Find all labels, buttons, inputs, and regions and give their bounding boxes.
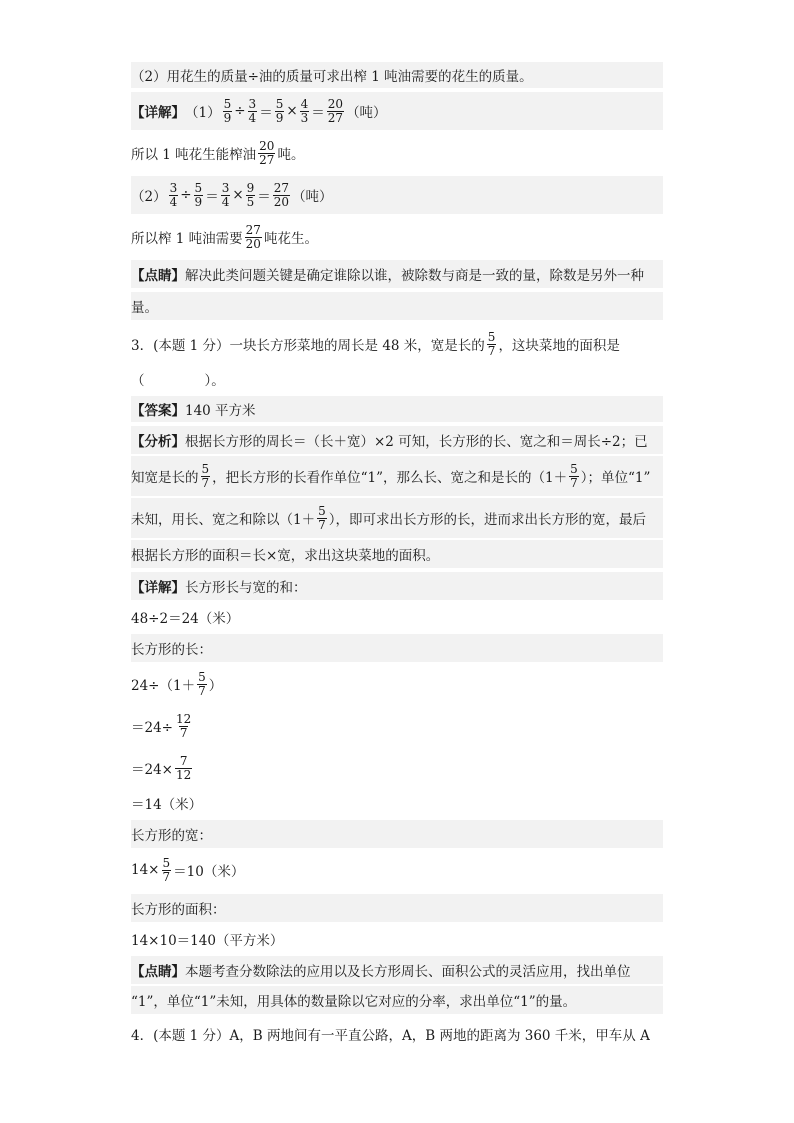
question-text: 4．(本题 1 分）A，B 两地间有一平直公路，A，B 两地的距离为 360 千米，甲车从 A	[131, 1028, 650, 1044]
detail-tag: 【详解】	[131, 105, 185, 121]
op: ×	[232, 187, 244, 203]
detail-line-1	[131, 92, 663, 130]
fraction: $\frac{20}{27}$	[259, 138, 275, 167]
question-4-line-1	[131, 1020, 663, 1048]
question-text: 3．(本题 1 分）一块长方形菜地的周长是 48 米，宽是长的	[131, 338, 485, 354]
text: 根据长方形的面积＝长×宽，求出这块菜地的面积。	[131, 548, 440, 564]
step-line	[131, 894, 663, 922]
text: 吨花生。	[263, 231, 318, 247]
detail-q3-line-1	[131, 572, 663, 600]
text: ）	[208, 678, 223, 694]
detail-line-2	[131, 134, 663, 172]
text: 所以榨 1 吨油需要	[131, 231, 243, 247]
step-line	[131, 850, 663, 890]
fraction: $\frac{20}{27}$	[327, 96, 344, 125]
text: 长方形的面积：	[131, 902, 226, 918]
op: ＝	[311, 105, 325, 121]
fraction: $\frac{27}{20}$	[245, 222, 261, 251]
comment-q3-line-1	[131, 956, 663, 984]
detail-line-4	[131, 218, 663, 256]
question-text: ，这块菜地的面积是	[498, 338, 620, 354]
text: 未知，用长、宽之和除以（1＋	[131, 512, 316, 528]
text: （1）	[185, 105, 221, 121]
text: 长方形长与宽的和：	[185, 580, 307, 596]
text: ＝24×	[131, 762, 173, 778]
text: 14×10＝140（平方米）	[131, 933, 284, 949]
step-line	[131, 748, 663, 788]
detail-line-3	[131, 176, 663, 214]
text: ，把长方形的长看作单位“1”，那么长、宽之和是长的（1＋	[212, 470, 568, 486]
text: （	[131, 373, 145, 389]
answer-line	[131, 396, 663, 422]
text: ）；单位“1”	[580, 470, 651, 486]
analysis-line-4	[131, 540, 663, 568]
op: ＝	[257, 189, 271, 205]
fraction: $\frac{3}{4}$	[169, 180, 178, 209]
fraction: $\frac{4}{3}$	[300, 96, 309, 125]
step-line	[131, 634, 663, 662]
text: ）。	[204, 373, 225, 389]
comment-tag: 【点睛】	[131, 964, 185, 980]
step-line	[131, 706, 663, 746]
text: ＝24÷	[131, 720, 173, 736]
op: ＝	[205, 189, 219, 205]
fraction: $\frac{27}{20}$	[273, 180, 290, 209]
detail-tag: 【详解】	[131, 580, 185, 596]
unit: （吨）	[346, 105, 387, 121]
text: ＝14（米）	[131, 797, 203, 813]
comment-line-1	[131, 260, 663, 288]
text: 知宽是长的	[131, 470, 199, 486]
analysis-tag: 【分析】	[131, 434, 185, 450]
fraction: $\frac{5}{7}$	[570, 461, 578, 490]
analysis-line-2	[131, 456, 663, 496]
text: 所以 1 吨花生能榨油	[131, 147, 257, 163]
step-line	[131, 926, 663, 952]
fraction: $\frac{5}{7}$	[198, 669, 206, 698]
solution-line-2	[131, 62, 663, 88]
text: （2）	[131, 189, 167, 205]
op: ×	[286, 103, 298, 119]
analysis-line-1	[131, 426, 663, 454]
step-line	[131, 820, 663, 848]
unit: （吨）	[292, 189, 333, 205]
fraction: $\frac{3}{4}$	[221, 180, 230, 209]
text: ），即可求出长方形的长，进而求出长方形的宽，最后	[328, 512, 646, 528]
text: ＝10（米）	[173, 864, 245, 880]
fraction: $\frac{5}{7}$	[318, 503, 326, 532]
question-3-line-2	[131, 366, 663, 392]
text: 长方形的长：	[131, 642, 212, 658]
fraction: $\frac{9}{5}$	[246, 180, 255, 209]
fraction: $\frac{5}{7}$	[162, 855, 171, 884]
question-3-line-1	[131, 326, 663, 362]
fraction: $\frac{5}{7}$	[487, 329, 496, 358]
fraction: $\frac{5}{9}$	[194, 180, 203, 209]
comment-q3-line-2	[131, 986, 663, 1014]
text: 量。	[131, 300, 158, 316]
fraction: $\frac{3}{4}$	[248, 96, 257, 125]
fraction: $\frac{5}{9}$	[275, 96, 284, 125]
comment-tag: 【点睛】	[131, 268, 185, 284]
text: 24÷（1＋	[131, 678, 196, 694]
fraction: $\frac{5}{9}$	[223, 96, 232, 125]
text: 根据长方形的周长＝（长＋宽）×2 可知，长方形的长、宽之和＝周长÷2；已	[185, 434, 648, 450]
text: 14×	[131, 862, 160, 878]
text: 解决此类问题关键是确定谁除以谁，被除数与商是一致的量，除数是另外一种	[185, 268, 644, 284]
step-line	[131, 604, 663, 630]
fraction: $\frac{5}{7}$	[201, 461, 210, 490]
step-line	[131, 664, 663, 704]
fraction: $\frac{12}{7}$	[176, 711, 192, 740]
comment-line-2	[131, 292, 663, 320]
text: 48÷2＝24（米）	[131, 611, 240, 627]
step-line	[131, 790, 663, 816]
text: 吨。	[277, 147, 305, 163]
answer-tag: 【答案】	[131, 403, 185, 419]
text: （2）用花生的质量÷油的质量可求出榨 1 吨油需要的花生的质量。	[131, 69, 533, 85]
analysis-line-3	[131, 498, 663, 538]
answer-text: 140 平方米	[185, 403, 256, 419]
op: ÷	[234, 103, 246, 119]
op: ÷	[180, 187, 192, 203]
text: 本题考查分数除法的应用以及长方形周长、面积公式的灵活应用，找出单位	[185, 964, 631, 980]
fraction: $\frac{7}{12}$	[176, 753, 192, 782]
op: ＝	[259, 105, 273, 121]
text: “1”，单位“1”未知，用具体的数量除以它对应的分率，求出单位“1”的量。	[131, 994, 577, 1010]
text: 长方形的宽：	[131, 828, 212, 844]
